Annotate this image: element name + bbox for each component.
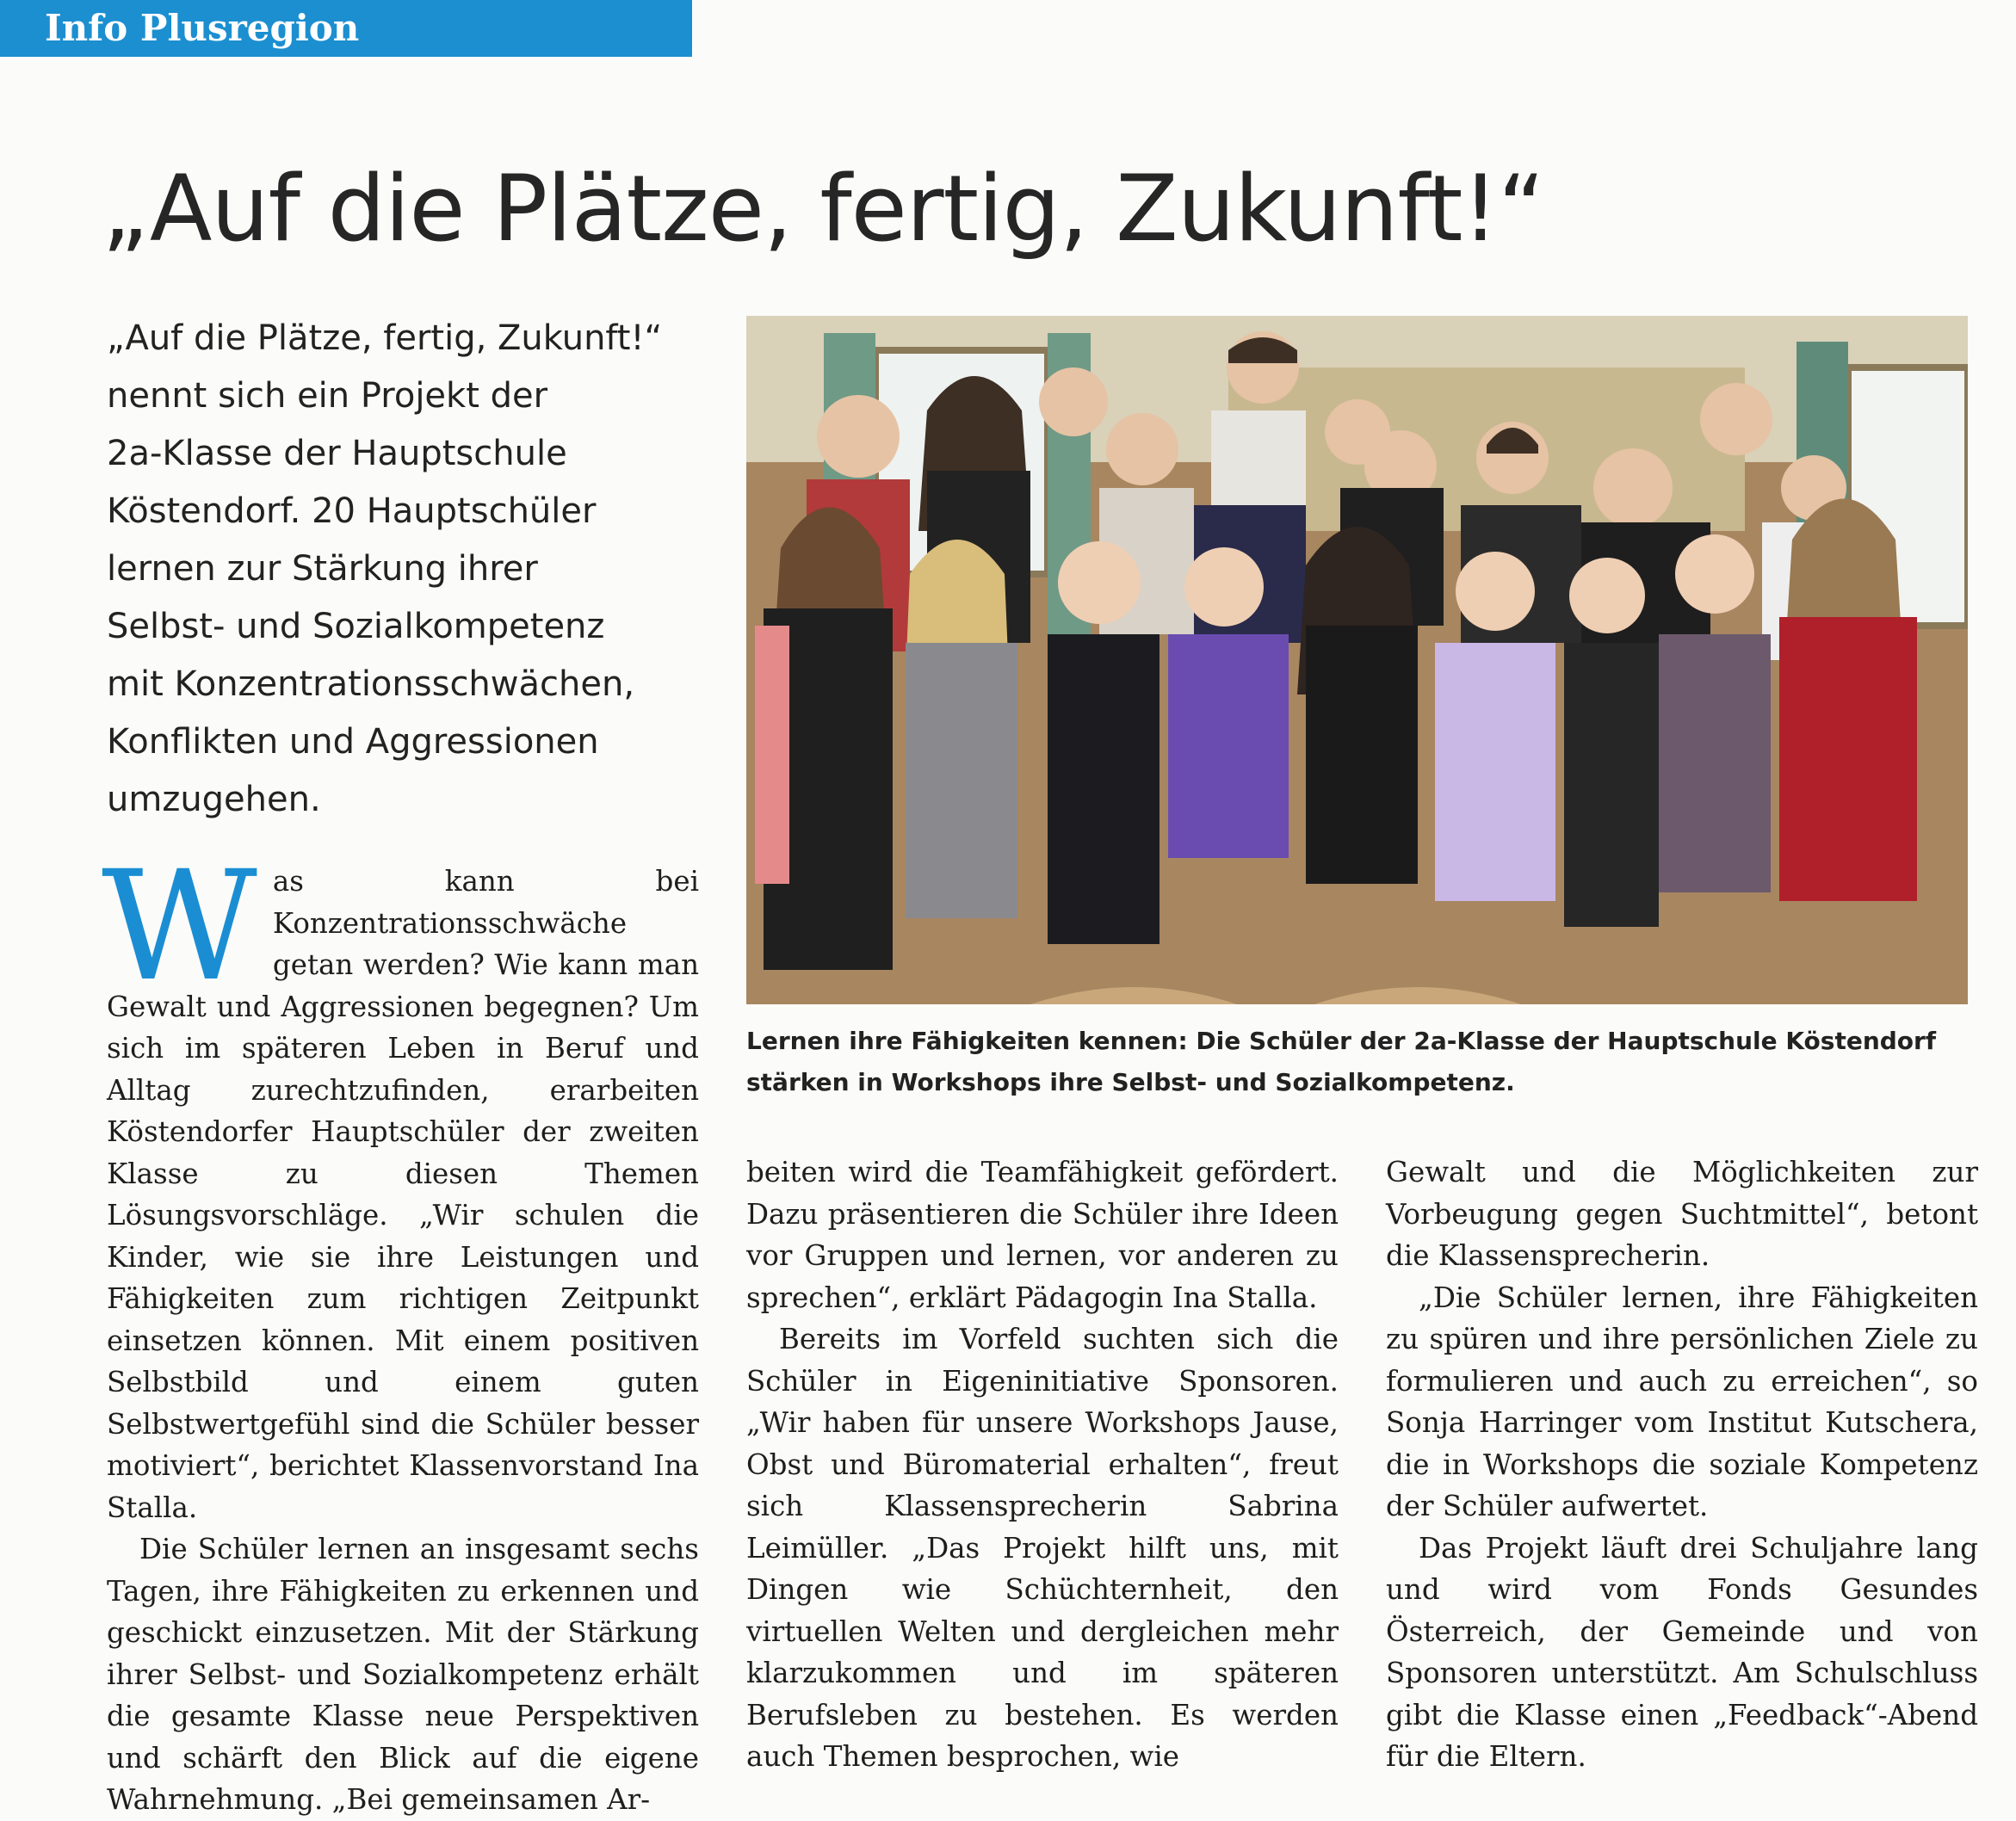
article-paragraph: Die Schüler lernen an insgesamt sechs Tagen, ihre Fähigkeiten zu erkennen und geschickt einzusetzen. Mit der Stärkung ihrer Selbst- und Sozialkompetenz erhält die gesamte Klasse neue Perspektiven und schärft den Blick auf die eigene Wahrnehmung. „Bei gemeinsamen Ar- — [107, 1533, 699, 1816]
article-column-1 — [102, 838, 699, 1821]
article-paragraph: Gewalt und die Möglichkeiten zur Vorbeugung gegen Suchtmittel“, betont die Klassensprecherin. — [1386, 1156, 1978, 1272]
article-paragraph — [102, 838, 699, 1528]
paragraph-text: as kann bei Konzentrationsschwäche getan werden? Wie kann man Gewalt und Aggressionen begegnen? Um sich im späteren Leben in Beruf und Alltag zurechtzufinden, erarbeiten Köstendorfer Hauptschüler der zweiten Klasse zu diesen Themen Lösungsvorschläge. „Wir schulen die Kinder, wie sie ihre Leistungen und Fähigkeiten zum richtigen Zeitpunkt einsetzen können. Mit einem positiven Selbstbild und einem guten Selbstwertgefühl sind die Schüler besser motiviert“, berichtet Klassenvorstand Ina Stalla. — [107, 865, 699, 1524]
section-tag: Info Plusregion — [0, 0, 692, 57]
article-paragraph: Bereits im Vorfeld suchten sich die Schüler in Eigeninitiative Sponsoren. „Wir haben für unsere Workshops Jause, Obst und Büromaterial erhalten“, freut sich Klassensprecherin Sabrina Leimüller. „Das Projekt hilft uns, mit Dingen wie Schüchternheit, den virtuellen Welten und dergleichen mehr klarzukommen und im späteren Berufsleben zu bestehen. Es werden auch Themen besprochen, wie — [746, 1323, 1339, 1773]
article-column-2 — [746, 1151, 1339, 1778]
article-paragraph: „Die Schüler lernen, ihre Fähigkeiten zu spüren und ihre persönlichen Ziele zu formulieren und auch zu erreichen“, so Sonja Harringer vom Institut Kutschera, die in Workshops die soziale Kompetenz der Schüler aufwertet. — [1386, 1281, 1978, 1522]
headline: „Auf die Plätze, fertig, Zukunft!“ — [102, 156, 1544, 262]
lead-line: umzugehen. — [107, 780, 321, 819]
lead-line: Selbst- und Sozialkompetenz — [107, 607, 605, 646]
class-photo-illustration — [746, 316, 1968, 1004]
caption-line: Lernen ihre Fähigkeiten kennen: Die Schüler der 2a-Klasse der Hauptschule Köstendorf — [746, 1027, 1937, 1055]
photo-caption — [746, 1021, 1986, 1103]
lead-paragraph — [107, 310, 701, 829]
lead-line: mit Konzentrationsschwächen, — [107, 664, 635, 704]
lead-line: „Auf die Plätze, fertig, Zukunft!“ — [107, 318, 663, 358]
lead-line: nennt sich ein Projekt der — [107, 376, 548, 416]
caption-line: stärken in Workshops ihre Selbst- und Sozialkompetenz. — [746, 1068, 1515, 1096]
class-photo — [746, 316, 1968, 1004]
lead-line: Köstendorf. 20 Hauptschüler — [107, 491, 597, 531]
lead-line: 2a-Klasse der Hauptschule — [107, 434, 567, 473]
lead-line: lernen zur Stärkung ihrer — [107, 549, 538, 589]
article-column-3 — [1386, 1151, 1978, 1778]
drop-cap: W — [102, 838, 257, 1015]
article-paragraph: Das Projekt läuft drei Schuljahre lang und wird vom Fonds Gesundes Österreich, der Gemeinde und von Sponsoren unterstützt. Am Schulschluss gibt die Klasse einen „Feedback“-Abend für die Eltern. — [1386, 1531, 1978, 1773]
article-paragraph: beiten wird die Teamfähigkeit gefördert. Dazu präsentieren die Schüler ihre Ideen vor Gruppen und lernen, vor anderen zu sprechen“, erklärt Pädagogin Ina Stalla. — [746, 1156, 1339, 1314]
lead-line: Konflikten und Aggressionen — [107, 722, 599, 762]
